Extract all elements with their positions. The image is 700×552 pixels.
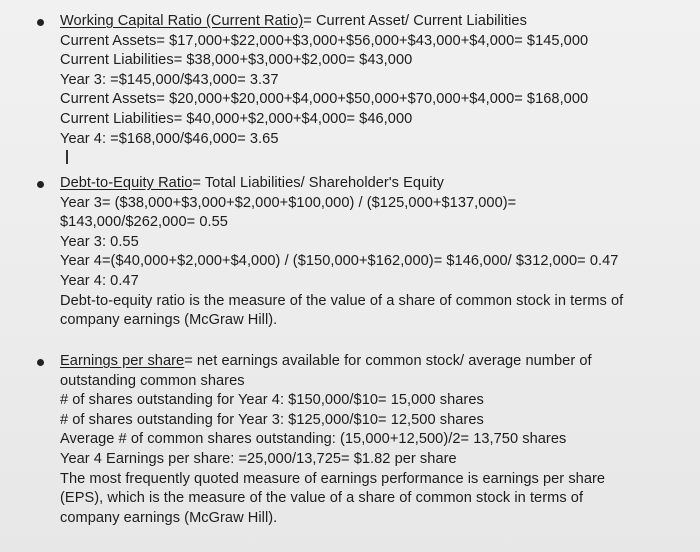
- content-line: Year 4=($40,000+$2,000+$4,000) / ($150,000+$162,000)= $146,000/ $312,000= 0.47: [60, 253, 619, 270]
- content-line: outstanding common shares: [60, 372, 245, 389]
- content-line: Year 4: =$168,000/$46,000= 3.65: [60, 130, 279, 147]
- section-lines: [60, 174, 680, 331]
- term-label: Debt-to-Equity Ratio: [60, 175, 193, 191]
- content-line: Year 3: 0.55: [60, 233, 139, 250]
- content-line: (EPS), which is the measure of the value of a share of common stock in terms of: [60, 490, 584, 507]
- text-cursor: [66, 150, 68, 164]
- bullet-icon: [37, 359, 44, 366]
- term-label: Working Capital Ratio (Current Ratio): [60, 13, 304, 29]
- term-label: Earnings per share: [60, 353, 185, 369]
- section-lines: [60, 352, 680, 528]
- content-line: # of shares outstanding for Year 4: $150,000/$10= 15,000 shares: [60, 392, 484, 409]
- section-heading: [60, 352, 680, 372]
- content-line: The most frequently quoted measure of earnings performance is earnings per share: [60, 470, 606, 487]
- content-line: Current Assets= $17,000+$22,000+$3,000+$56,000+$43,000+$4,000= $145,000: [60, 32, 589, 49]
- bullet-icon: [37, 19, 44, 26]
- content-line: Year 3= ($38,000+$3,000+$2,000+$100,000) / ($125,000+$137,000)=: [60, 194, 517, 211]
- term-definition: = Current Asset/ Current Liabilities: [303, 13, 527, 29]
- term-definition: = Total Liabilities/ Shareholder's Equity: [192, 175, 444, 191]
- content-line: Debt-to-equity ratio is the measure of the value of a share of common stock in terms of: [60, 292, 624, 309]
- content-line: Year 4: 0.47: [60, 272, 139, 289]
- content-line: $143,000/$262,000= 0.55: [60, 214, 228, 231]
- content-line: Average # of common shares outstanding: (15,000+12,500)/2= 13,750 shares: [60, 431, 567, 448]
- bullet-icon: [37, 181, 44, 188]
- content-line: company earnings (McGraw Hill).: [60, 509, 278, 526]
- section-heading: [60, 12, 680, 32]
- content-line: # of shares outstanding for Year 3: $125,000/$10= 12,500 shares: [60, 411, 484, 428]
- content-line: Current Liabilities= $38,000+$3,000+$2,000= $43,000: [60, 52, 413, 69]
- term-definition: = net earnings available for common stock/ average number of: [184, 353, 592, 369]
- content-line: Year 3: =$145,000/$43,000= 3.37: [60, 71, 279, 88]
- section-lines: [60, 12, 680, 149]
- section-heading: [60, 174, 680, 194]
- content-line: company earnings (McGraw Hill).: [60, 312, 278, 329]
- content-line: Current Assets= $20,000+$20,000+$4,000+$50,000+$70,000+$4,000= $168,000: [60, 91, 589, 108]
- content-line: Year 4 Earnings per share: =25,000/13,725= $1.82 per share: [60, 450, 457, 467]
- content-line: Current Liabilities= $40,000+$2,000+$4,000= $46,000: [60, 110, 413, 127]
